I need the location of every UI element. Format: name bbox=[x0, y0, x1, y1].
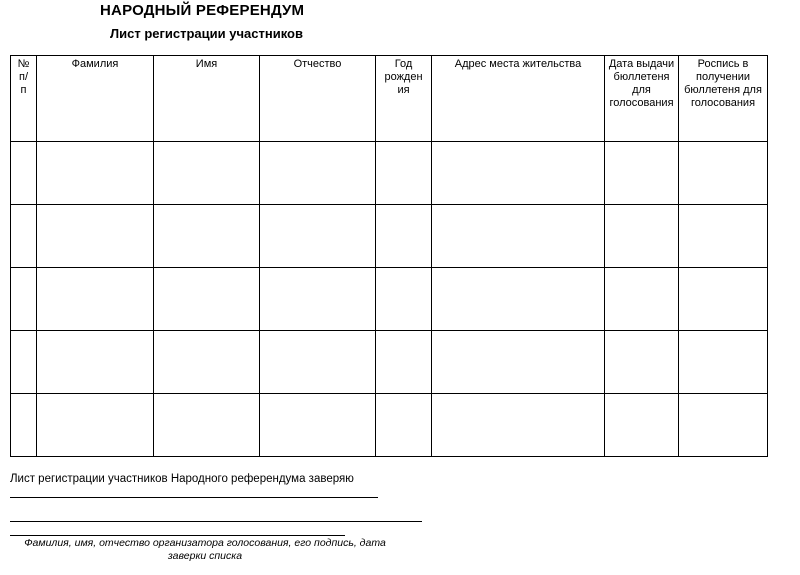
document-subtitle: Лист регистрации участников bbox=[110, 26, 303, 41]
cell-patronymic[interactable] bbox=[260, 394, 376, 457]
cell-issue-date[interactable] bbox=[605, 394, 679, 457]
header-address: Адрес места жительства bbox=[432, 56, 605, 142]
table-row bbox=[11, 142, 768, 205]
signature-line[interactable] bbox=[10, 521, 422, 522]
cell-signature[interactable] bbox=[679, 331, 768, 394]
cell-birth-year[interactable] bbox=[376, 205, 432, 268]
cell-birth-year[interactable] bbox=[376, 268, 432, 331]
cell-patronymic[interactable] bbox=[260, 142, 376, 205]
table-row bbox=[11, 331, 768, 394]
cell-issue-date[interactable] bbox=[605, 331, 679, 394]
cell-signature[interactable] bbox=[679, 142, 768, 205]
cell-address[interactable] bbox=[432, 205, 605, 268]
header-signature: Роспись в получении бюллетеня для голосования bbox=[679, 56, 768, 142]
table-row bbox=[11, 205, 768, 268]
table-row bbox=[11, 394, 768, 457]
certification-text: Лист регистрации участников Народного референдума заверяю bbox=[10, 473, 354, 485]
cell-signature[interactable] bbox=[679, 205, 768, 268]
registration-table bbox=[10, 55, 768, 457]
cell-surname[interactable] bbox=[37, 394, 154, 457]
cell-issue-date[interactable] bbox=[605, 268, 679, 331]
header-patronymic: Отчество bbox=[260, 56, 376, 142]
header-name: Имя bbox=[154, 56, 260, 142]
signature-line[interactable] bbox=[10, 535, 345, 536]
cell-address[interactable] bbox=[432, 142, 605, 205]
cell-surname[interactable] bbox=[37, 268, 154, 331]
cell-surname[interactable] bbox=[37, 205, 154, 268]
table-header-row bbox=[11, 56, 768, 142]
header-surname: Фамилия bbox=[37, 56, 154, 142]
signature-line[interactable] bbox=[10, 497, 378, 498]
cell-issue-date[interactable] bbox=[605, 205, 679, 268]
cell-number[interactable] bbox=[11, 394, 37, 457]
cell-name[interactable] bbox=[154, 331, 260, 394]
cell-name[interactable] bbox=[154, 268, 260, 331]
cell-birth-year[interactable] bbox=[376, 331, 432, 394]
cell-number[interactable] bbox=[11, 268, 37, 331]
header-number: № п/ п bbox=[11, 56, 37, 142]
cell-number[interactable] bbox=[11, 205, 37, 268]
table-row bbox=[11, 268, 768, 331]
cell-address[interactable] bbox=[432, 331, 605, 394]
cell-surname[interactable] bbox=[37, 142, 154, 205]
cell-name[interactable] bbox=[154, 142, 260, 205]
header-birth-year: Год рожден ия bbox=[376, 56, 432, 142]
document-title: НАРОДНЫЙ РЕФЕРЕНДУМ bbox=[100, 2, 305, 19]
cell-name[interactable] bbox=[154, 205, 260, 268]
cell-birth-year[interactable] bbox=[376, 142, 432, 205]
cell-signature[interactable] bbox=[679, 394, 768, 457]
signature-caption: Фамилия, имя, отчество организатора голосования, его подпись, дата заверки списка bbox=[24, 537, 386, 562]
cell-patronymic[interactable] bbox=[260, 331, 376, 394]
header-issue-date: Дата выдачи бюллетеня для голосования bbox=[605, 56, 679, 142]
cell-surname[interactable] bbox=[37, 331, 154, 394]
cell-number[interactable] bbox=[11, 142, 37, 205]
cell-name[interactable] bbox=[154, 394, 260, 457]
cell-address[interactable] bbox=[432, 394, 605, 457]
cell-address[interactable] bbox=[432, 268, 605, 331]
cell-patronymic[interactable] bbox=[260, 268, 376, 331]
cell-issue-date[interactable] bbox=[605, 142, 679, 205]
cell-birth-year[interactable] bbox=[376, 394, 432, 457]
cell-signature[interactable] bbox=[679, 268, 768, 331]
cell-patronymic[interactable] bbox=[260, 205, 376, 268]
cell-number[interactable] bbox=[11, 331, 37, 394]
